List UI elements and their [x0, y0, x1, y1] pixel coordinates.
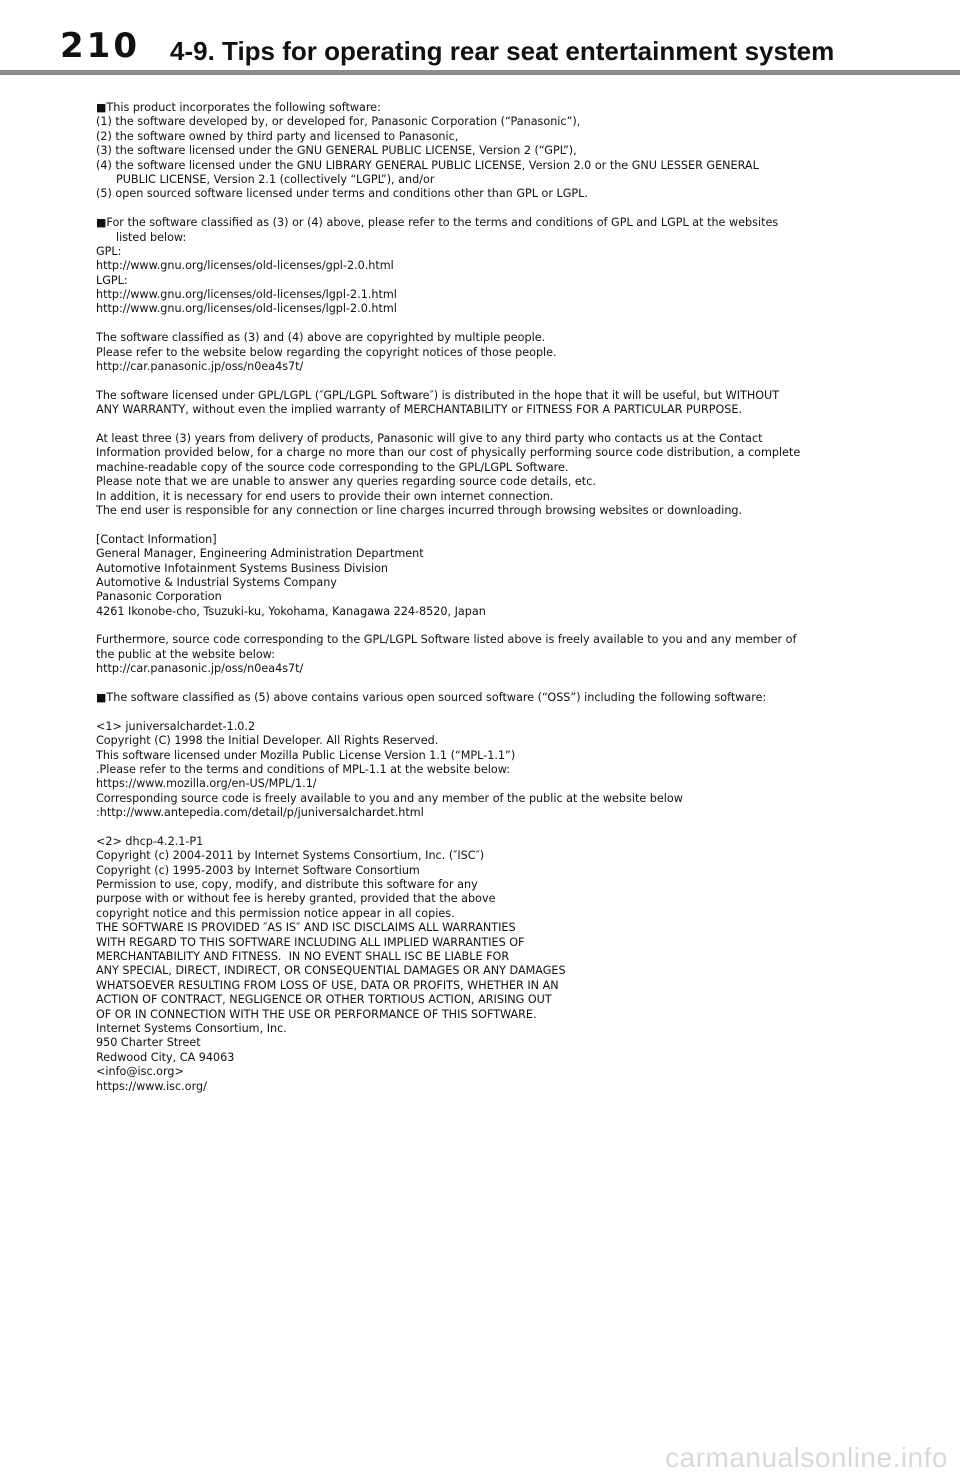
line-text: :http://www.antepedia.com/detail/p/juniversalchardet.html — [96, 806, 424, 820]
line-text: the public at the website below: — [96, 647, 275, 661]
line-text: [Contact Information] — [96, 532, 217, 546]
line-text: http://www.gnu.org/licenses/old-licenses/lgpl-2.1.html — [96, 288, 397, 302]
line-text: Panasonic Corporation — [96, 590, 222, 604]
text-line — [96, 993, 876, 1007]
line-text: purpose with or without fee is hereby granted, provided that the above — [96, 892, 496, 906]
text-line — [96, 274, 876, 288]
line-text: Permission to use, copy, modify, and distribute this software for any — [96, 878, 478, 892]
line-text: Copyright (c) 2004-2011 by Internet Systems Consortium, Inc. (″ISC″) — [96, 849, 485, 863]
line-text: Please refer to the website below regarding the copyright notices of those people. — [96, 345, 557, 359]
text-line — [96, 331, 876, 345]
text-line — [96, 1036, 876, 1050]
text-line — [96, 130, 876, 144]
text-line — [96, 1022, 876, 1036]
line-text: http://www.gnu.org/licenses/old-licenses/gpl-2.0.html — [96, 259, 394, 273]
line-text: Furthermore, source code corresponding to the GPL/LGPL Software listed above is freely available to you and any member of — [96, 633, 797, 647]
black-square-bullet-icon: ■ — [96, 216, 107, 230]
text-line — [96, 835, 876, 849]
line-text: GPL: — [96, 244, 122, 258]
line-text: http://car.panasonic.jp/oss/n0ea4s7t/ — [96, 360, 304, 374]
text-line — [96, 245, 876, 259]
text-line — [96, 547, 876, 561]
line-text: Internet Systems Consortium, Inc. — [96, 1022, 287, 1035]
line-text: (4) the software licensed under the GNU LIBRARY GENERAL PUBLIC LICENSE, Version 2.0 or the GNU LESSER GENERAL — [96, 158, 759, 172]
line-text: 4261 Ikonobe-cho, Tsuzuki-ku, Yokohama, Kanagawa 224-8520, Japan — [96, 604, 486, 618]
text-line — [96, 590, 876, 604]
line-text: ANY SPECIAL, DIRECT, INDIRECT, OR CONSEQUENTIAL DAMAGES OR ANY DAMAGES — [96, 964, 566, 978]
line-text: In addition, it is necessary for end users to provide their own internet connection. — [96, 489, 554, 503]
line-text: 950 Charter Street — [96, 1036, 201, 1050]
text-block — [96, 331, 876, 374]
line-text: PUBLIC LICENSE, Version 2.1 (collectively “LGPL”), and/or — [116, 172, 435, 186]
text-block — [96, 533, 876, 619]
line-text: .Please refer to the terms and conditions of MPL-1.1 at the website below: — [96, 762, 511, 776]
line-text: Redwood City, CA 94063 — [96, 1050, 235, 1064]
text-line — [96, 231, 876, 245]
text-line — [96, 907, 876, 921]
paragraph-gap — [96, 418, 876, 432]
text-line — [96, 115, 876, 129]
paragraph-gap — [96, 202, 876, 216]
text-line — [96, 403, 876, 417]
line-text: For the software classified as (3) or (4) above, please refer to the terms and conditions of GPL and LGPL at the websites — [106, 216, 779, 230]
text-block — [96, 101, 876, 202]
text-line — [96, 936, 876, 950]
text-line — [96, 446, 876, 460]
text-line — [96, 533, 876, 547]
text-line — [96, 1051, 876, 1065]
line-text: (1) the software developed by, or developed for, Panasonic Corporation (“Panasonic”), — [96, 115, 581, 129]
line-text: This software licensed under Mozilla Public License Version 1.1 (“MPL-1.1”) — [96, 748, 516, 762]
text-line — [96, 864, 876, 878]
line-text: Corresponding source code is freely available to you and any member of the public at the website below — [96, 791, 683, 805]
line-text: <2> dhcp-4.2.1-P1 — [96, 834, 204, 848]
line-text: At least three (3) years from delivery of products, Panasonic will give to any third party who contacts us at the Contact — [96, 431, 763, 445]
text-line — [96, 921, 876, 935]
line-text: Copyright (C) 1998 the Initial Developer. All Rights Reserved. — [96, 734, 439, 748]
black-square-bullet-icon: ■ — [96, 101, 107, 114]
text-line — [96, 360, 876, 374]
line-text: ANY WARRANTY, without even the implied warranty of MERCHANTABILITY or FITNESS FOR A PARTICULAR PURPOSE. — [96, 403, 743, 417]
text-line — [96, 461, 876, 475]
text-line — [96, 1065, 876, 1079]
line-text: Information provided below, for a charge no more than our cost of physically performing source code distribution, a complete — [96, 446, 801, 460]
text-line — [96, 691, 876, 705]
section-title: 4-9. Tips for operating rear seat entertainment system — [170, 36, 835, 66]
line-text: listed below: — [116, 230, 187, 244]
line-text: WITH REGARD TO THIS SOFTWARE INCLUDING ALL IMPLIED WARRANTIES OF — [96, 935, 525, 949]
text-line — [96, 648, 876, 662]
line-text: LGPL: — [96, 273, 128, 287]
page-number: 210 — [60, 26, 140, 66]
line-text: WHATSOEVER RESULTING FROM LOSS OF USE, DATA OR PROFITS, WHETHER IN AN — [96, 978, 559, 992]
line-text: This product incorporates the following software: — [106, 101, 381, 114]
paragraph-gap — [96, 374, 876, 388]
text-block — [96, 691, 876, 705]
line-text: http://car.panasonic.jp/oss/n0ea4s7t/ — [96, 662, 304, 676]
text-line — [96, 159, 876, 173]
text-line — [96, 346, 876, 360]
text-block — [96, 389, 876, 418]
line-text: https://www.mozilla.org/en-US/MPL/1.1/ — [96, 777, 317, 791]
text-line — [96, 964, 876, 978]
line-text: The software classified as (5) above contains various open sourced software (“OSS”) including the following software: — [106, 691, 767, 705]
text-line — [96, 605, 876, 619]
text-line — [96, 432, 876, 446]
line-text: https://www.isc.org/ — [96, 1079, 207, 1093]
line-text: ACTION OF CONTRACT, NEGLIGENCE OR OTHER TORTIOUS ACTION, ARISING OUT — [96, 993, 552, 1007]
text-line — [96, 806, 876, 820]
line-text: Automotive Infotainment Systems Business Division — [96, 561, 389, 575]
text-line — [96, 777, 876, 791]
text-line — [96, 259, 876, 273]
text-line — [96, 576, 876, 590]
text-line — [96, 1008, 876, 1022]
text-line — [96, 216, 876, 230]
page-header — [0, 0, 960, 78]
paragraph-gap — [96, 518, 876, 532]
line-text: The software classified as (3) and (4) above are copyrighted by multiple people. — [96, 331, 546, 345]
line-text: <info@isc.org> — [96, 1065, 184, 1079]
line-text: http://www.gnu.org/licenses/old-licenses/lgpl-2.0.html — [96, 302, 397, 316]
text-block — [96, 720, 876, 821]
text-line — [96, 734, 876, 748]
text-block — [96, 432, 876, 518]
text-line — [96, 187, 876, 201]
line-text: MERCHANTABILITY AND FITNESS. IN NO EVENT SHALL ISC BE LIABLE FOR — [96, 950, 510, 964]
line-text: Automotive & Industrial Systems Company — [96, 575, 337, 589]
paragraph-gap — [96, 821, 876, 835]
text-line — [96, 302, 876, 316]
watermark: carmanualsonline.info — [665, 1442, 948, 1473]
text-block — [96, 835, 876, 1094]
text-line — [96, 878, 876, 892]
line-text: <1> juniversalchardet-1.0.2 — [96, 719, 256, 733]
paragraph-gap — [96, 619, 876, 633]
text-line — [96, 792, 876, 806]
line-text: THE SOFTWARE IS PROVIDED ″AS IS″ AND ISC DISCLAIMS ALL WARRANTIES — [96, 921, 516, 935]
text-line — [96, 892, 876, 906]
text-line — [96, 490, 876, 504]
line-text: Please note that we are unable to answer any queries regarding source code details, etc. — [96, 475, 596, 489]
text-line — [96, 950, 876, 964]
paragraph-gap — [96, 677, 876, 691]
text-line — [96, 662, 876, 676]
line-text: (2) the software owned by third party and licensed to Panasonic, — [96, 129, 459, 143]
text-line — [96, 979, 876, 993]
text-line — [96, 749, 876, 763]
text-line — [96, 504, 876, 518]
text-line — [96, 633, 876, 647]
text-line — [96, 763, 876, 777]
text-line — [96, 144, 876, 158]
line-text: (3) the software licensed under the GNU GENERAL PUBLIC LICENSE, Version 2 (“GPL”), — [96, 144, 577, 158]
text-line — [96, 849, 876, 863]
paragraph-gap — [96, 317, 876, 331]
line-text: Copyright (c) 1995-2003 by Internet Software Consortium — [96, 863, 420, 877]
header-rule — [0, 70, 960, 75]
text-line — [96, 389, 876, 403]
black-square-bullet-icon: ■ — [96, 691, 107, 705]
text-line — [96, 288, 876, 302]
text-line — [96, 720, 876, 734]
line-text: machine-readable copy of the source code corresponding to the GPL/LGPL Software. — [96, 460, 569, 474]
text-line — [96, 562, 876, 576]
document-body — [96, 101, 876, 1094]
line-text: (5) open sourced software licensed under terms and conditions other than GPL or LGPL. — [96, 187, 588, 201]
line-text: copyright notice and this permission notice appear in all copies. — [96, 906, 455, 920]
text-line — [96, 475, 876, 489]
text-block — [96, 633, 876, 676]
text-line — [96, 1080, 876, 1094]
paragraph-gap — [96, 705, 876, 719]
line-text: OF OR IN CONNECTION WITH THE USE OR PERFORMANCE OF THIS SOFTWARE. — [96, 1007, 537, 1021]
line-text: The end user is responsible for any connection or line charges incurred through browsing websites or downloading. — [96, 503, 743, 517]
text-block — [96, 216, 876, 317]
line-text: The software licensed under GPL/LGPL (″GPL/LGPL Software″) is distributed in the hope that it will be useful, but WITHOUT — [96, 388, 780, 402]
line-text: General Manager, Engineering Administration Department — [96, 547, 424, 561]
text-line — [96, 173, 876, 187]
text-line — [96, 101, 876, 115]
